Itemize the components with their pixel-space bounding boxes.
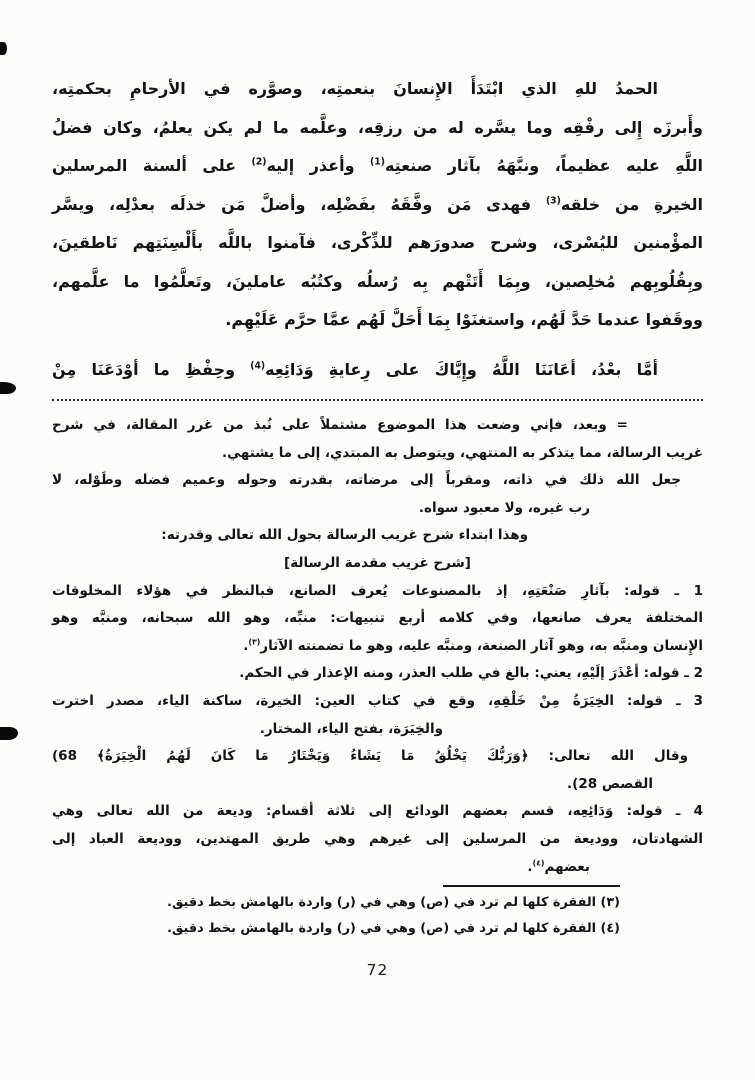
apparatus-notes [52,890,620,941]
text-line: 1 ـ قوله: بآثارِ صَنْعَتِهِ، إذ بالمصنوعات يُعرف الصانع، فبالنظر في هؤلاء المخلوقات [52,582,703,599]
ink-smudge-middle [0,382,16,394]
text-line: = وبعد، فإني وضعت هذا الموضوع مشتملاً على نُبذ من غرر المقالة، في شرح [52,417,628,433]
footnote-marker: (4) [250,360,266,372]
text-line: ووقَفوا عندما حَدَّ لَهُم، واستغنَوْا بِمَا أَحَلَّ لَهُم عمَّا حرَّم عَلَيْهِم. [225,310,703,329]
text-line: الشهادتان، ووديعة من المرسلين إلى غيرهم وهي طريق المهتدين، ووديعة العباد إلى [52,830,703,847]
text-line: 2 ـ قوله: أعْذَرَ إلَيْهِ، يعني: بالغ في طلب العذر، ومنه الإعذار في الحكم. [239,665,703,682]
page-number: 72 [366,961,389,980]
text-line: 3 ـ قوله: الخِيَرَةُ مِنْ خَلْقِهِ، وقع في كتاب العين: الخيرة، ساكنة الياء، مصدر اخترت [52,692,703,709]
text-line: وأَبرزَه إِلى رفْقِه وما يسَّره له من رزقِه، وعلَّمه ما لم يكن يعلمُ، وكان فضلُ [52,117,703,137]
commentary-footnote-block [52,412,703,881]
footnote-marker: (1) [370,156,385,168]
text-line: الحمدُ للهِ الذي ابْتَدَأَ الإِنسانَ بنعمتِه، وصوَّره في الأرحامِ بحكمتِه، [52,79,658,98]
footnote-marker: (٣) [248,637,261,647]
text-line: الإِنسان ومنبَّه به، وهو آثار الصنعة، ومنبَّه عليه، وهو ما تضمنته الآثار$^{(٣)}$. [243,637,703,654]
footnote-marker: (3) [545,195,561,207]
text-line: وهذا ابتداء شرح غريب الرسالة بحول الله تعالى وقدرته: [161,527,528,544]
text-line: والخِيَرَة، بفتح الياء، المختار. [259,720,443,737]
text-line: القصص 28). [567,775,653,792]
text-line: المؤْمنين لليُسْرى، وشرح صدورَهم للذِّكْرى، فآمنوا باللَّه بأَلْسِنَتِهم نَاطقينَ، [52,233,703,252]
footnote-rule [443,885,620,887]
footnote-separator-dotted-line [52,398,703,401]
footnote-marker: (2) [251,156,267,168]
verse-reference: (68 [52,748,77,765]
text-line: المختلفة يعرف صانعها، وفي كلامه أربع تنبيهات: منبِّه، وهو الله سبحانه، ومنبَّه وهو [52,610,703,627]
ink-smudge-bottom [0,727,18,740]
text-line: غريب الرسالة، مما يتذكر به المنتهي، ويتوصل به المبتدي، إلى ما يشتهي. [222,444,703,461]
main-text [52,70,703,389]
text-line: بعضهم$^{(٤)}$. [527,858,590,875]
text-line: الخيرةِ من خلقه$^{(3)}$ فهدى مَن وفَّقَهُ بفَضْلِه، وأضلَّ مَن خذلَه بعدْلِه، ويسَّر [52,194,704,214]
footnote-marker: (٤) [532,858,545,867]
text-line: أمَّا بعْدُ، أعَانَنَا اللَّهُ وإِيَّاكَ على رِعايةِ وَدَائِعِه$^{(4)}$ وحِفْظِ ما أوْدَعَنَا مِنْ [52,359,659,379]
text-line: وبِقُلُوبِهم مُخلِصين، وبِمَا أَتَتْهم بِه رُسلُه وكتُبُه عاملينَ، وتَعلَّمُوا ما علَّمهم، [52,271,703,291]
text-line: جعل الله ذلك في ذاته، ومقرباً إلى مرضاته، بقدرته وحوله وعميم فضله وطَوْله، لا [52,472,681,489]
text-line: 4 ـ قوله: وَدَائِعِه، قسم بعضهم الودائع إلى ثلاثة أقسام: وديعة من الله تعالى وهي [52,803,703,820]
text-line: [شرح غريب مقدمة الرسالة] [284,554,471,571]
text-line: (٣) الفقرة كلها لم ترد في (ص) وهي في (ر) واردة بالهامش بخط دقيق. [167,895,620,911]
ink-smudge-top [0,42,7,55]
text-line: (٤) الفقرة كلها لم ترد في (ص) وهي في (ر) واردة بالهامش بخط دقيق. [167,920,620,936]
text-line: اللَّهِ عليه عظيماً، ونبَّهَهُ بآثار صنعتِه$^{(1)}$ وأعذر إليه$^{(2)}$ على ألسنة المرسلين [52,156,704,175]
text-line: رب غيره، ولا معبود سواه. [418,499,590,516]
text-line: وقال الله تعالى: ﴿وَرَبُّكَ يَخْلُقُ مَا يَشَاءُ وَيَخْتَارُ مَا كَانَ لَهُمُ الْخِيَرَةُ﴾ (68 [52,748,688,765]
